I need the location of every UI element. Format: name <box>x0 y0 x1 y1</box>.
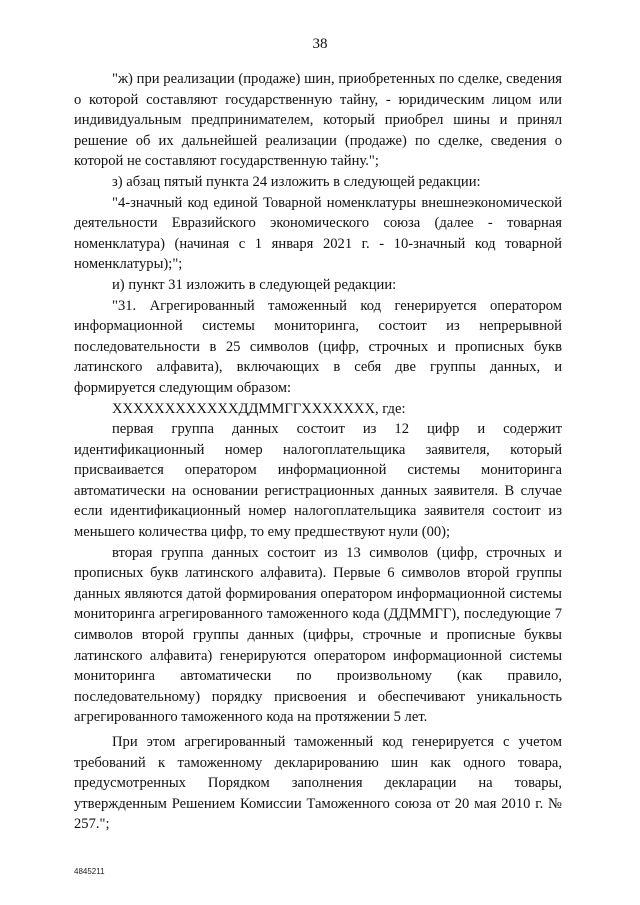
page-number: 38 <box>312 36 328 52</box>
paragraph-4-digit-code: "4-значный код единой Товарной номенклатуры внешнеэкономической деятельности Евразийского экономического союза (далее - товарная номенклатура) (начиная с 1 января 2021 г. - 10-значный код товарной номенклатуры);"; <box>74 194 562 273</box>
document-id: 4845211 <box>74 867 105 876</box>
paragraph-second-group: вторая группа данных состоит из 13 символов (цифр, строчных и прописных букв латинского алфавита). Первые 6 символов второй группы данных являются датой формирования оператором информационной системы мониторинга агрегированного таможенного кода (ДДММГГ), последующие 7 символов второй группы данных (цифры, строчные и прописные буквы латинского алфавита) генерируются оператором информационной системы мониторинга автоматически по произвольному (как правило, последовательному) порядку присвоения и обеспечивают уникальность агрегированного таможенного кода на протяжении 5 лет. <box>74 544 562 726</box>
paragraph-subitem-z: з) абзац пятый пункта 24 изложить в следующей редакции: <box>112 173 481 190</box>
document-body <box>74 69 562 835</box>
paragraph-item-31: "31. Агрегированный таможенный код генерируется оператором информационной системы мониторинга, состоит из непрерывной последовательности в 25 символов (цифр, строчных и прописных букв латинского алфавита), включающих в себя две группы данных, и формируется следующим образом: <box>74 297 562 396</box>
paragraph-subitem-i: и) пункт 31 изложить в следующей редакции: <box>112 276 397 293</box>
paragraph-first-group: первая группа данных состоит из 12 цифр и содержит идентификационный номер налогоплательщика заявителя, который присваивается оператором информационной системы мониторинга автоматически на основании регистрационных данных заявителя. В случае если идентификационный номер налогоплательщика заявителя состоит из меньшего количества цифр, то ему предшествуют нули (00); <box>74 421 562 541</box>
paragraph-requirements: При этом агрегированный таможенный код генерируется с учетом требований к таможенному декларированию шин как одного товара, предусмотренных Порядком заполнения декларации на товары, утвержденным Решением Комиссии Таможенного союза от 20 мая 2010 г. № 257."; <box>74 734 562 833</box>
paragraph-code-format: ХХХХХХХХХХХХДДММГГХХХХХХХ, где: <box>112 400 406 417</box>
paragraph-subitem-zh: "ж) при реализации (продаже) шин, приобретенных по сделке, сведения о которой составляют государственную тайну, - юридическим лицом или индивидуальным предпринимателем, который приобрел шины и принял решение об их дальнейшей реализации (продаже) по сделке, сведения о которой не составляют государственную тайну."; <box>74 71 562 170</box>
